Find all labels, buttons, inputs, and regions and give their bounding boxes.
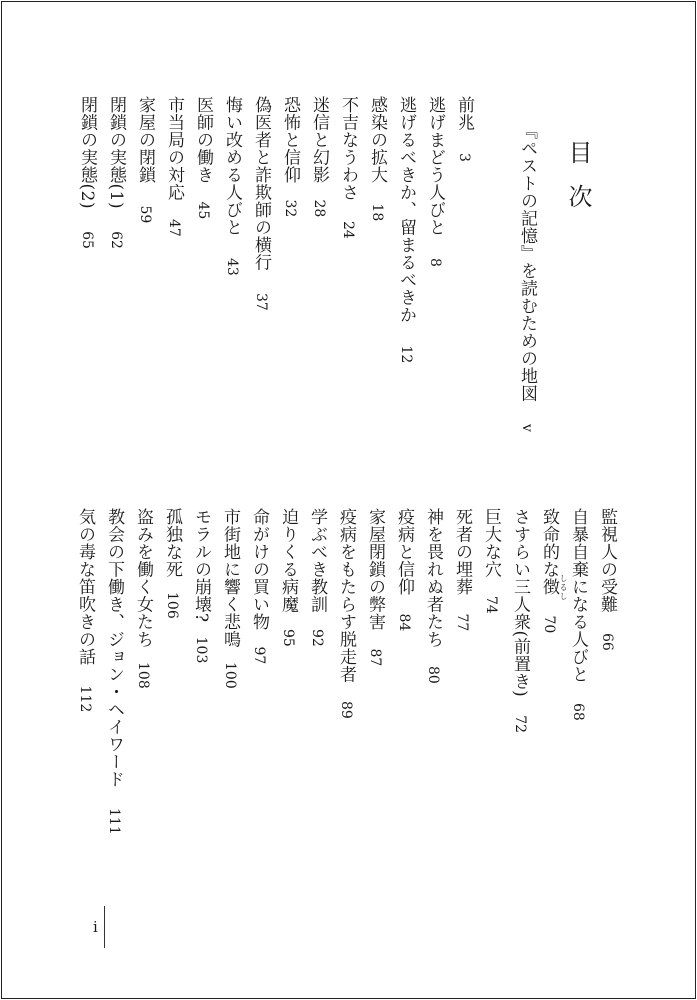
toc-entry-title: 迫りくる病魔 [278,508,298,613]
toc-entry-page: 43 [224,258,240,276]
toc-entry[interactable] [134,508,151,689]
toc-entry-title: 疫病と信仰 [394,508,414,596]
toc-entry-title: モラルの崩壊? [191,508,211,623]
toc-entry-page: 103 [193,636,209,664]
toc-entry-page: 72 [512,715,528,734]
toc-entry-title: 感染の拡大 [367,96,387,184]
toc-entry-page: 74 [483,596,499,614]
toc-entry-title: 気の毒な笛吹きの話 [75,508,95,666]
toc-entry-title: 医師の働き [193,96,213,184]
toc-entry-page: 37 [253,293,269,311]
toc-entry-page: 65 [79,231,95,249]
toc-entry-title: 致命的な徴 [539,508,559,596]
toc-entry-page: 84 [396,613,412,632]
ruby-annotation: しるし [559,574,568,601]
toc-entry[interactable] [76,508,93,712]
toc-entry-title: 孤独な死 [162,508,182,578]
page-number: i [93,918,98,936]
toc-entry-title: 閉鎖の実態(1) [106,96,126,210]
toc-entry-title: 恐怖と信仰 [280,96,300,184]
toc-entry[interactable] [163,508,180,619]
toc-entry[interactable] [455,96,472,162]
toc-entry-page: 62 [108,231,124,249]
toc-entry-title: 巨大な穴 [481,508,501,578]
toc-entry[interactable] [107,96,124,249]
toc-entry[interactable] [426,96,443,267]
toc-entry-title: 不吉なうわさ [338,96,358,201]
toc-entry-title: 神を畏れぬ者たち [423,508,443,648]
toc-entry[interactable] [424,508,441,684]
toc-entry-title: 『ペストの記憶』を読むための地図 [517,122,537,402]
toc-entry[interactable] [250,508,267,664]
toc-entry-title: 命がけの買い物 [249,508,269,631]
toc-entry-page: 3 [456,153,472,162]
toc-entry[interactable] [453,508,470,631]
toc-entry[interactable] [281,96,298,217]
toc-entry-page: 77 [454,613,470,632]
toc-entry[interactable] [194,96,211,219]
toc-entry-page: 108 [135,662,151,689]
toc-entry-page: 80 [425,666,441,684]
toc-entry-title: 疫病をもたらす脱走者 [336,508,356,683]
toc-entry[interactable] [339,96,356,239]
toc-entry-page: 45 [195,201,211,220]
toc-entry-title: 悔い改める人びと [222,96,242,236]
toc-entry-guide[interactable] [518,122,535,432]
toc-entry-title: 市街地に響く悲鳴 [220,508,240,648]
toc-entry-page: 111 [106,808,122,835]
toc-entry-title: 逃げるべきか、留まるべきか [396,96,416,324]
toc-entry-page: 70 [541,615,557,634]
toc-entry-page: 106 [164,592,180,619]
toc-entry-page: 112 [77,685,93,713]
toc-entry-page: 100 [222,662,238,689]
toc-entry-title: 迷信と幻影 [309,96,329,184]
toc-entry[interactable] [397,96,414,363]
toc-entry-title: 逃げまどう人びと [425,96,445,236]
toc-entry[interactable] [105,508,122,835]
toc-entry-title: 盗みを働く女たち [133,508,153,648]
toc-entry[interactable] [368,96,385,221]
toc-entry-page: 92 [309,629,325,647]
toc-entry-page: 12 [398,345,414,364]
toc-entry-page: 66 [599,633,615,651]
toc-entry[interactable] [598,508,615,651]
toc-entry[interactable] [136,96,153,223]
toc-entry[interactable] [279,508,296,647]
toc-entry-title: 死者の埋葬 [452,508,472,596]
toc-entry-page: 18 [369,203,385,222]
toc-entry[interactable] [511,508,528,733]
toc-entry-page: 28 [311,199,327,218]
toc-entry-title: 学ぶべき教訓 [307,508,327,613]
toc-entry[interactable] [395,508,412,631]
toc-entry-title: 家屋の閉鎖 [135,96,155,184]
toc-entry-title: 家屋閉鎖の弊害 [365,508,385,631]
toc-entry[interactable] [569,508,586,721]
toc-entry[interactable] [308,508,325,647]
toc-heading: 目次 [564,140,592,228]
toc-entry-page: 87 [367,648,383,667]
toc-entry-title: さすらい三人衆(前置き) [510,508,530,698]
toc-entry[interactable] [223,96,240,276]
toc-entry-page: 47 [166,219,182,237]
toc-entry[interactable] [78,96,95,249]
toc-entry-page: 97 [251,646,267,665]
toc-entry[interactable] [221,508,238,689]
toc-entry-page: 68 [570,703,586,721]
toc-entry-page: 32 [282,199,298,218]
toc-entry[interactable] [252,96,269,311]
toc-entry-title: 自暴自棄になる人びと [568,508,588,683]
toc-entry-page: v [519,424,535,432]
toc-entry-title: 前兆 [454,96,474,131]
folio-rule [104,906,105,948]
toc-entry-page: 89 [338,701,354,719]
toc-entry-page: 59 [137,205,153,224]
toc-entry[interactable] [482,508,499,614]
toc-entry-title: 偽医者と詐欺師の横行 [251,96,271,271]
toc-entry[interactable] [192,508,209,663]
toc-entry[interactable] [165,96,182,237]
toc-entry-page: 8 [427,258,443,267]
toc-entry-page: 95 [280,629,296,647]
toc-entry[interactable] [337,508,354,719]
toc-entry[interactable] [540,508,557,633]
toc-entry[interactable] [310,96,327,217]
toc-entry-title: 監視人の受難 [597,508,617,613]
toc-entry-page: 24 [340,221,356,239]
toc-entry-title: 市当局の対応 [164,96,184,201]
toc-entry-title: 閉鎖の実態(2) [77,96,97,210]
toc-entry[interactable] [366,508,383,666]
toc-entry-title: 教会の下働き、ジョン・ヘイワード [104,508,124,788]
